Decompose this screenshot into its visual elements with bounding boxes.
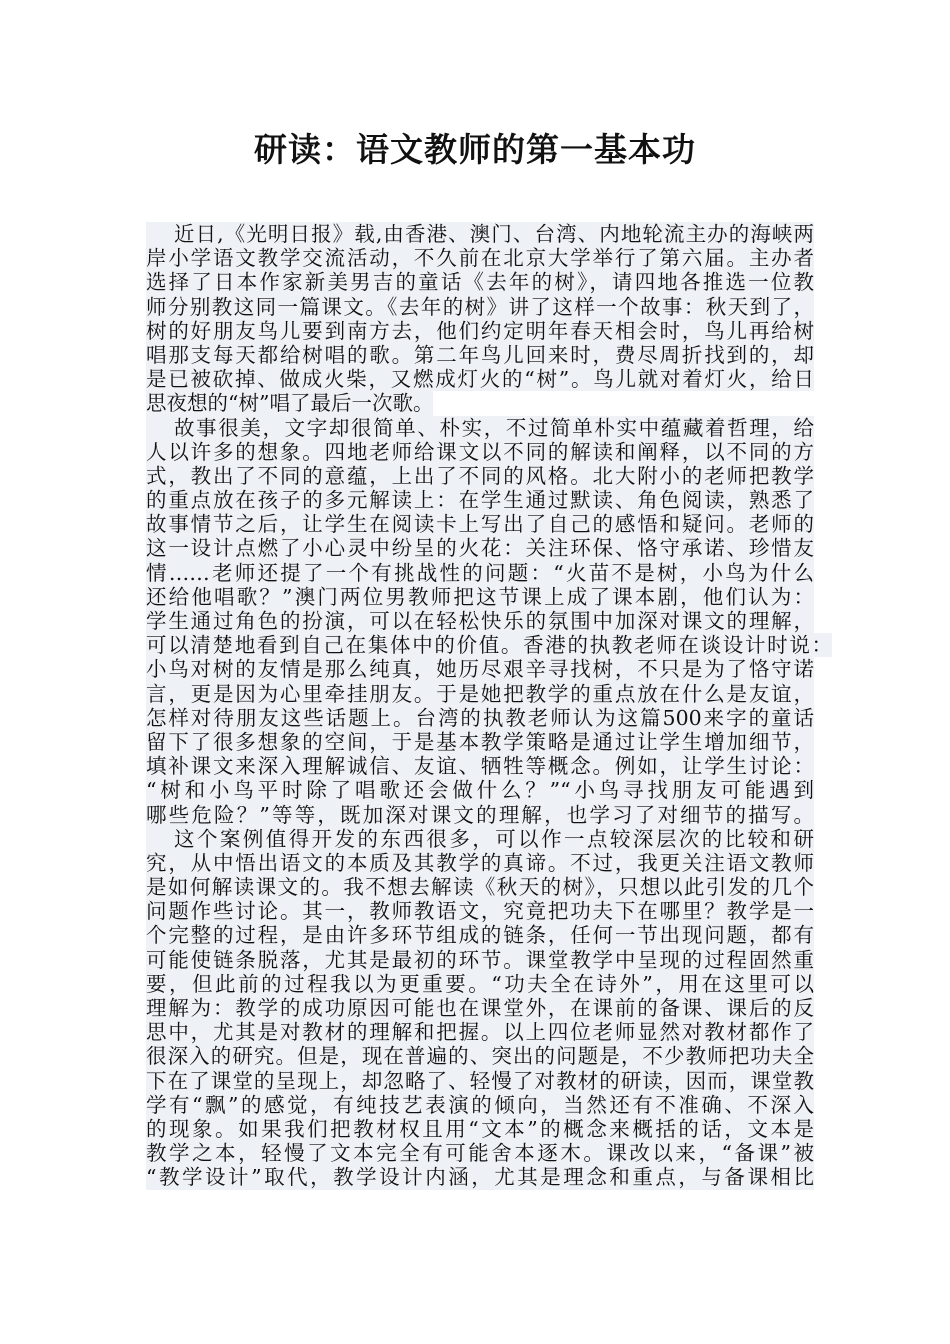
text-line: 故事很美，文字却很简单、朴实，不过简单朴实中蕴藏着哲理，给 <box>146 416 814 440</box>
text-line: 留下了很多想象的空间，于是基本教学策略是通过让学生增加细节， <box>146 729 814 754</box>
text-line: 学生通过角色的扮演，可以在轻松快乐的氛围中加深对课文的理解， <box>146 609 814 633</box>
document-title: 研读：语文教师的第一基本功 <box>254 130 696 169</box>
text-line: 的重点放在孩子的多元解读上：在学生通过默读、角色阅读，熟悉了 <box>146 488 814 513</box>
text-line: 选择了日本作家新美男吉的童话《去年的树》，请四地各推选一位教 <box>146 270 814 295</box>
text-line: 下在了课堂的呈现上，却忽略了、轻慢了对教材的研读，因而，课堂教 <box>146 1068 814 1093</box>
text-line: 的现象。如果我们把教材权且用“文本”的概念来概括的话，文本是 <box>146 1116 814 1141</box>
text-line: 近日,《光明日报》载,由香港、澳门、台湾、内地轮流主办的海峡两 <box>146 222 814 246</box>
text-line: 究，从中悟出语文的本质及其教学的真谛。不过，我更关注语文教师 <box>146 850 814 875</box>
text-line: 理解为：教学的成功原因可能也在课堂外，在课前的备课、课后的反 <box>146 996 814 1020</box>
text-line: 怎样对待朋友这些话题上。台湾的执教老师认为这篇500来字的童话 <box>146 705 814 730</box>
text-line: 小鸟对树的友情是那么纯真，她历尽艰辛寻找树，不只是为了恪守诺 <box>146 657 814 682</box>
text-line: 故事情节之后，让学生在阅读卡上写出了自己的感悟和疑问。老师的 <box>146 512 814 537</box>
text-line: 个完整的过程，是由许多环节组成的链条，任何一节出现问题，都有 <box>146 923 814 948</box>
text-line: 这一设计点燃了小心灵中纷呈的火花：关注环保、恪守承诺、珍惜友 <box>146 536 814 561</box>
article-body <box>146 222 832 1190</box>
text-line: 师分别教这同一篇课文。《去年的树》讲了这样一个故事：秋天到了， <box>146 294 814 319</box>
text-line: 思夜想的“树”唱了最后一次歌。 <box>146 391 434 416</box>
text-line: 很深入的研究。但是，现在普遍的、突出的问题是，不少教师把功夫全 <box>146 1044 814 1069</box>
text-line: 要，但此前的过程我以为更重要。“功夫全在诗外”，用在这里可以 <box>146 971 814 996</box>
text-line: 言，更是因为心里牵挂朋友。于是她把教学的重点放在什么是友谊， <box>146 681 814 706</box>
text-line: 树的好朋友鸟儿要到南方去，他们约定明年春天相会时，鸟儿再给树 <box>146 318 814 343</box>
text-line: 学有“飘”的感觉，有纯技艺表演的倾向，当然还有不准确、不深入 <box>146 1092 814 1117</box>
text-line: 这个案例值得开发的东西很多，可以作一点较深层次的比较和研 <box>146 827 814 851</box>
text-line: 填补课文来深入理解诚信、友谊、牺牲等概念。例如，让学生讨论： <box>146 754 814 779</box>
text-line: 式，教出了不同的意蕴，上出了不同的风格。北大附小的老师把教学 <box>146 463 814 488</box>
text-line: 是如何解读课文的。我不想去解读《秋天的树》，只想以此引发的几个 <box>146 875 814 900</box>
text-line: “树和小鸟平时除了唱歌还会做什么？”“小鸟寻找朋友可能遇到 <box>146 778 814 803</box>
text-line: 可能使链条脱落，尤其是最初的环节。课堂教学中呈现的过程固然重 <box>146 947 814 972</box>
text-line: “教学设计”取代，教学设计内涵，尤其是理念和重点，与备课相比 <box>146 1165 814 1190</box>
text-line: 教学之本，轻慢了文本完全有可能舍本逐木。课改以来，“备课”被 <box>146 1141 814 1166</box>
text-line: 唱那支每天都给树唱的歌。第二年鸟儿回来时，费尽周折找到的，却 <box>146 342 814 367</box>
text-line: 人以许多的想象。四地老师给课文以不同的解读和阐释，以不同的方 <box>146 439 814 464</box>
text-line: 是已被砍掉、做成火柴，又燃成灯火的“树”。鸟儿就对着灯火，给日 <box>146 367 814 392</box>
text-line: 还给他唱歌？”澳门两位男教师把这节课上成了课本剧，他们认为： <box>146 584 814 609</box>
text-line: 哪些危险？”等等，既加深对课文的理解，也学习了对细节的描写。 <box>146 802 814 827</box>
text-line: 情……老师还提了一个有挑战性的问题：“火苗不是树，小鸟为什么 <box>146 560 814 585</box>
text-line: 可以清楚地看到自己在集体中的价值。香港的执教老师在谈设计时说： <box>146 633 832 658</box>
text-line: 思中，尤其是对教材的理解和把握。以上四位老师显然对教材都作了 <box>146 1020 814 1045</box>
text-line: 岸小学语文教学交流活动，不久前在北京大学举行了第六届。主办者 <box>146 246 814 271</box>
text-line: 问题作些讨论。其一，教师教语文，究竟把功夫下在哪里？教学是一 <box>146 899 814 924</box>
